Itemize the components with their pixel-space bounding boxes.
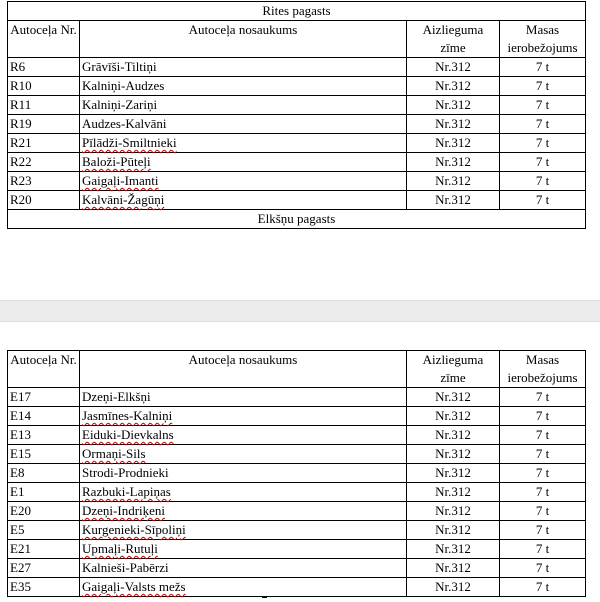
table-header-row xyxy=(8,351,586,388)
cell-mass: 7 t xyxy=(500,58,586,77)
page-break xyxy=(0,300,600,322)
cell-name: Dzeņi-Elkšņi xyxy=(80,388,407,407)
cell-nr: R19 xyxy=(8,115,80,134)
table-row xyxy=(8,445,586,464)
cell-nr: E5 xyxy=(8,521,80,540)
cell-name xyxy=(80,578,407,597)
spellcheck-flagged-text: Pīlādži-Smiltnieki xyxy=(82,135,177,150)
spellcheck-flagged-text: Kalvāni-Žagūņi xyxy=(82,192,165,207)
section-title: Elkšņu pagasts xyxy=(8,210,586,229)
cell-sign: Nr.312 xyxy=(407,115,500,134)
cell-sign: Nr.312 xyxy=(407,445,500,464)
cell-mass: 7 t xyxy=(500,388,586,407)
section-title: Rites pagasts xyxy=(8,2,586,21)
cell-name xyxy=(80,153,407,172)
cell-sign: Nr.312 xyxy=(407,426,500,445)
cell-mass: 7 t xyxy=(500,426,586,445)
cell-mass: 7 t xyxy=(500,153,586,172)
table-row xyxy=(8,540,586,559)
cell-nr: R6 xyxy=(8,58,80,77)
spellcheck-flagged-text: Razbuki-Lapiņas xyxy=(82,484,171,499)
cell-name xyxy=(80,407,407,426)
cell-name xyxy=(80,426,407,445)
cell-sign: Nr.312 xyxy=(407,502,500,521)
cell-name: Audzes-Kalvāni xyxy=(80,115,407,134)
cell-sign: Nr.312 xyxy=(407,388,500,407)
section-title-row xyxy=(8,210,586,229)
document-page-1 xyxy=(0,0,600,300)
cell-mass: 7 t xyxy=(500,540,586,559)
elksnu-pagasts-table xyxy=(7,350,586,597)
cell-nr: R10 xyxy=(8,77,80,96)
cell-sign: Nr.312 xyxy=(407,578,500,597)
cell-sign: Nr.312 xyxy=(407,191,500,210)
cell-name: Kalniņi-Audzes xyxy=(80,77,407,96)
cell-mass: 7 t xyxy=(500,483,586,502)
cell-sign: Nr.312 xyxy=(407,540,500,559)
table-row xyxy=(8,134,586,153)
table-row xyxy=(8,58,586,77)
cell-name xyxy=(80,521,407,540)
cell-name: Kalnieši-Pabērzi xyxy=(80,559,407,578)
cell-nr: R20 xyxy=(8,191,80,210)
cell-sign: Nr.312 xyxy=(407,407,500,426)
cell-sign: Nr.312 xyxy=(407,559,500,578)
cell-mass: 7 t xyxy=(500,191,586,210)
section-title-row xyxy=(8,2,586,21)
table-row xyxy=(8,464,586,483)
cell-mass: 7 t xyxy=(500,559,586,578)
cell-name xyxy=(80,540,407,559)
table-row xyxy=(8,388,586,407)
header-mass: Masas ierobežojums xyxy=(500,351,586,388)
stray-text-mark xyxy=(262,597,267,598)
table-row xyxy=(8,578,586,597)
cell-mass: 7 t xyxy=(500,464,586,483)
cell-mass: 7 t xyxy=(500,521,586,540)
cell-name xyxy=(80,445,407,464)
cell-nr: E14 xyxy=(8,407,80,426)
table-row xyxy=(8,77,586,96)
header-road-name: Autoceļa nosaukums xyxy=(80,21,407,58)
table-row xyxy=(8,407,586,426)
table-row xyxy=(8,115,586,134)
cell-name: Strodi-Prodnieki xyxy=(80,464,407,483)
cell-sign: Nr.312 xyxy=(407,172,500,191)
cell-nr: R21 xyxy=(8,134,80,153)
cell-nr: E21 xyxy=(8,540,80,559)
cell-nr: E8 xyxy=(8,464,80,483)
header-road-name: Autoceļa nosaukums xyxy=(80,351,407,388)
header-mass: Masas ierobežojums xyxy=(500,21,586,58)
cell-mass: 7 t xyxy=(500,407,586,426)
header-road-nr: Autoceļa Nr. xyxy=(8,21,80,58)
spellcheck-flagged-text: Baloži-Pūteļi xyxy=(82,154,151,169)
table-row xyxy=(8,502,586,521)
cell-nr: E35 xyxy=(8,578,80,597)
cell-nr: E20 xyxy=(8,502,80,521)
spellcheck-flagged-text: Eiduki-Dievkalns xyxy=(82,427,174,442)
header-sign: Aizlieguma zīme xyxy=(407,21,500,58)
cell-name: Kalniņi-Zariņi xyxy=(80,96,407,115)
cell-mass: 7 t xyxy=(500,134,586,153)
cell-nr: R11 xyxy=(8,96,80,115)
cell-nr: E15 xyxy=(8,445,80,464)
cell-mass: 7 t xyxy=(500,502,586,521)
cell-sign: Nr.312 xyxy=(407,134,500,153)
cell-name: Grāvīši-Tiltiņi xyxy=(80,58,407,77)
table-row xyxy=(8,559,586,578)
spellcheck-flagged-text: Dzeņi-Indriķeni xyxy=(82,503,166,518)
table-row xyxy=(8,153,586,172)
cell-sign: Nr.312 xyxy=(407,153,500,172)
spellcheck-flagged-text: Gaigaļi-Valsts mežs xyxy=(82,579,186,594)
cell-mass: 7 t xyxy=(500,77,586,96)
cell-nr: E1 xyxy=(8,483,80,502)
cell-sign: Nr.312 xyxy=(407,96,500,115)
cell-name xyxy=(80,502,407,521)
cell-name xyxy=(80,483,407,502)
cell-sign: Nr.312 xyxy=(407,483,500,502)
spellcheck-flagged-text: Jasmīnes-Kalniņi xyxy=(82,408,173,423)
cell-nr: R22 xyxy=(8,153,80,172)
header-road-nr: Autoceļa Nr. xyxy=(8,351,80,388)
cell-nr: E13 xyxy=(8,426,80,445)
cell-name xyxy=(80,134,407,153)
table-row xyxy=(8,172,586,191)
cell-mass: 7 t xyxy=(500,96,586,115)
spellcheck-flagged-text: Ormaņi-Sils xyxy=(82,446,146,461)
cell-nr: R23 xyxy=(8,172,80,191)
cell-name xyxy=(80,172,407,191)
cell-mass: 7 t xyxy=(500,115,586,134)
cell-nr: E17 xyxy=(8,388,80,407)
spellcheck-flagged-text: Kurgenieki-Sīpoliņi xyxy=(82,522,186,537)
rites-pagasts-table xyxy=(7,1,586,229)
table-row xyxy=(8,426,586,445)
table-row xyxy=(8,483,586,502)
document-page-2 xyxy=(0,322,600,602)
table-header-row xyxy=(8,21,586,58)
cell-sign: Nr.312 xyxy=(407,77,500,96)
cell-mass: 7 t xyxy=(500,172,586,191)
cell-sign: Nr.312 xyxy=(407,58,500,77)
table-row xyxy=(8,96,586,115)
cell-name xyxy=(80,191,407,210)
spellcheck-flagged-text: Gaigaļi-Imanti xyxy=(82,173,159,188)
header-sign: Aizlieguma zīme xyxy=(407,351,500,388)
cell-nr: E27 xyxy=(8,559,80,578)
cell-mass: 7 t xyxy=(500,445,586,464)
cell-sign: Nr.312 xyxy=(407,521,500,540)
cell-mass: 7 t xyxy=(500,578,586,597)
spellcheck-flagged-text: Upmaļi-Rutuļi xyxy=(82,541,158,556)
table-row xyxy=(8,191,586,210)
table-row xyxy=(8,521,586,540)
cell-sign: Nr.312 xyxy=(407,464,500,483)
